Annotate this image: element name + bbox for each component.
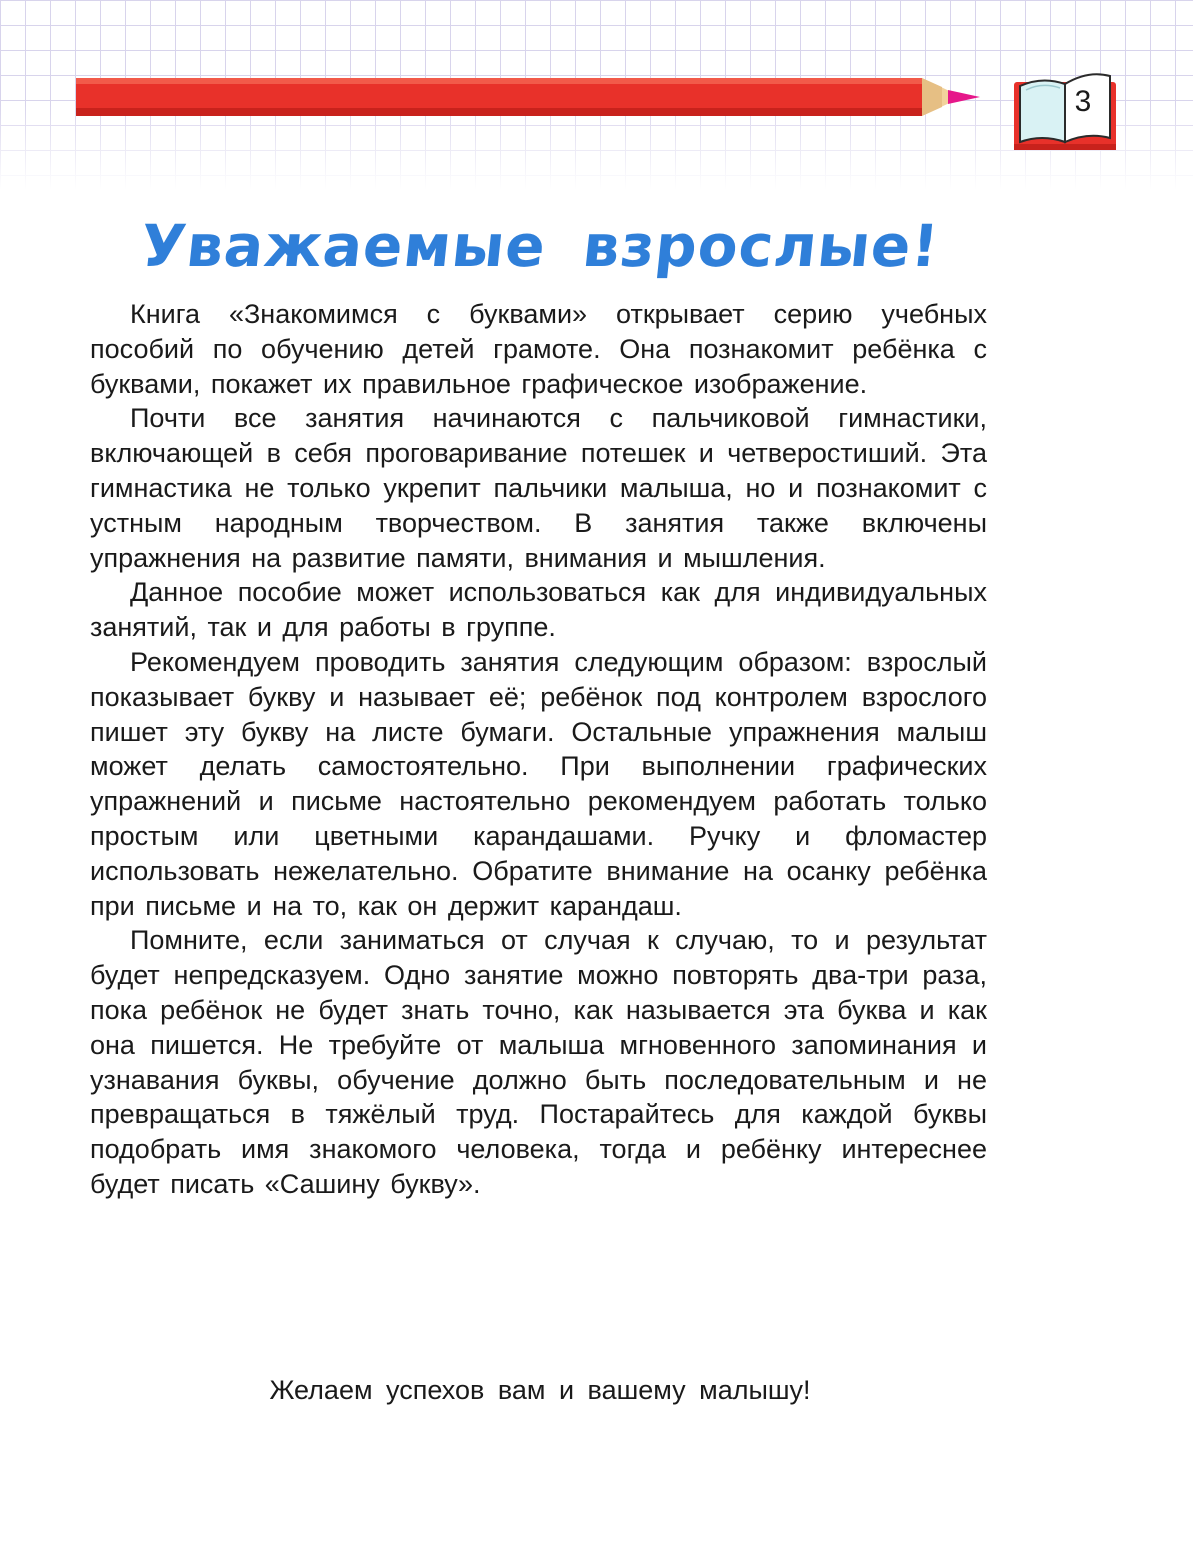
closing-wish: Желаем успехов вам и вашему малышу! xyxy=(269,1375,811,1405)
paragraph: Данное пособие может использоваться как для индивидуальных занятий, так и для работы в группе. xyxy=(90,577,987,643)
page-title: Уважаемые взрослые! xyxy=(137,212,943,280)
paragraph: Почти все занятия начинаются с пальчиковой гимнастики, включающей в себя проговаривание потешек и четверостиший. Эта гимнастика не только укрепит пальчики малыша, но и познакомит с устным народным творчеством. В занятия также включены упражнения на развитие памяти, внимания и мышления. xyxy=(90,403,987,573)
open-book-icon xyxy=(1008,68,1122,154)
red-pencil-icon xyxy=(76,76,986,118)
body-text xyxy=(90,297,987,1202)
paragraph: Помните, если заниматься от случая к случаю, то и результат будет непредсказуем. Одно занятие можно повторять два-три раза, пока ребёнок не будет знать точно, как называется эта буква и как она пишется. Не требуйте от малыша мгновенного запоминания и узнавания буквы, обучение должно быть последовательным и не превращаться в тяжёлый труд. Постарайтесь для каждой буквы подобрать имя знакомого человека, тогда и ребёнку интереснее будет писать «Сашину букву». xyxy=(90,925,987,1199)
page-number: 3 xyxy=(1074,85,1092,118)
paragraph: Рекомендуем проводить занятия следующим образом: взрослый показывает букву и называет её; ребёнок под контролем взрослого пишет эту букву на листе бумаги. Остальные упражнения малыш может делать самостоятельно. При выполнении графических упражнений и письме настоятельно рекомендуем работать только простым или цветными карандашами. Ручку и фломастер использовать нежелательно. Обратите внимание на осанку ребёнка при письме и на то, как он держит карандаш. xyxy=(90,646,987,921)
paragraph: Книга «Знакомимся с буквами» открывает серию учебных пособий по обучению детей грамоте. Она познакомит ребёнка с буквами, покажет их правильное графическое изображение. xyxy=(90,299,987,399)
